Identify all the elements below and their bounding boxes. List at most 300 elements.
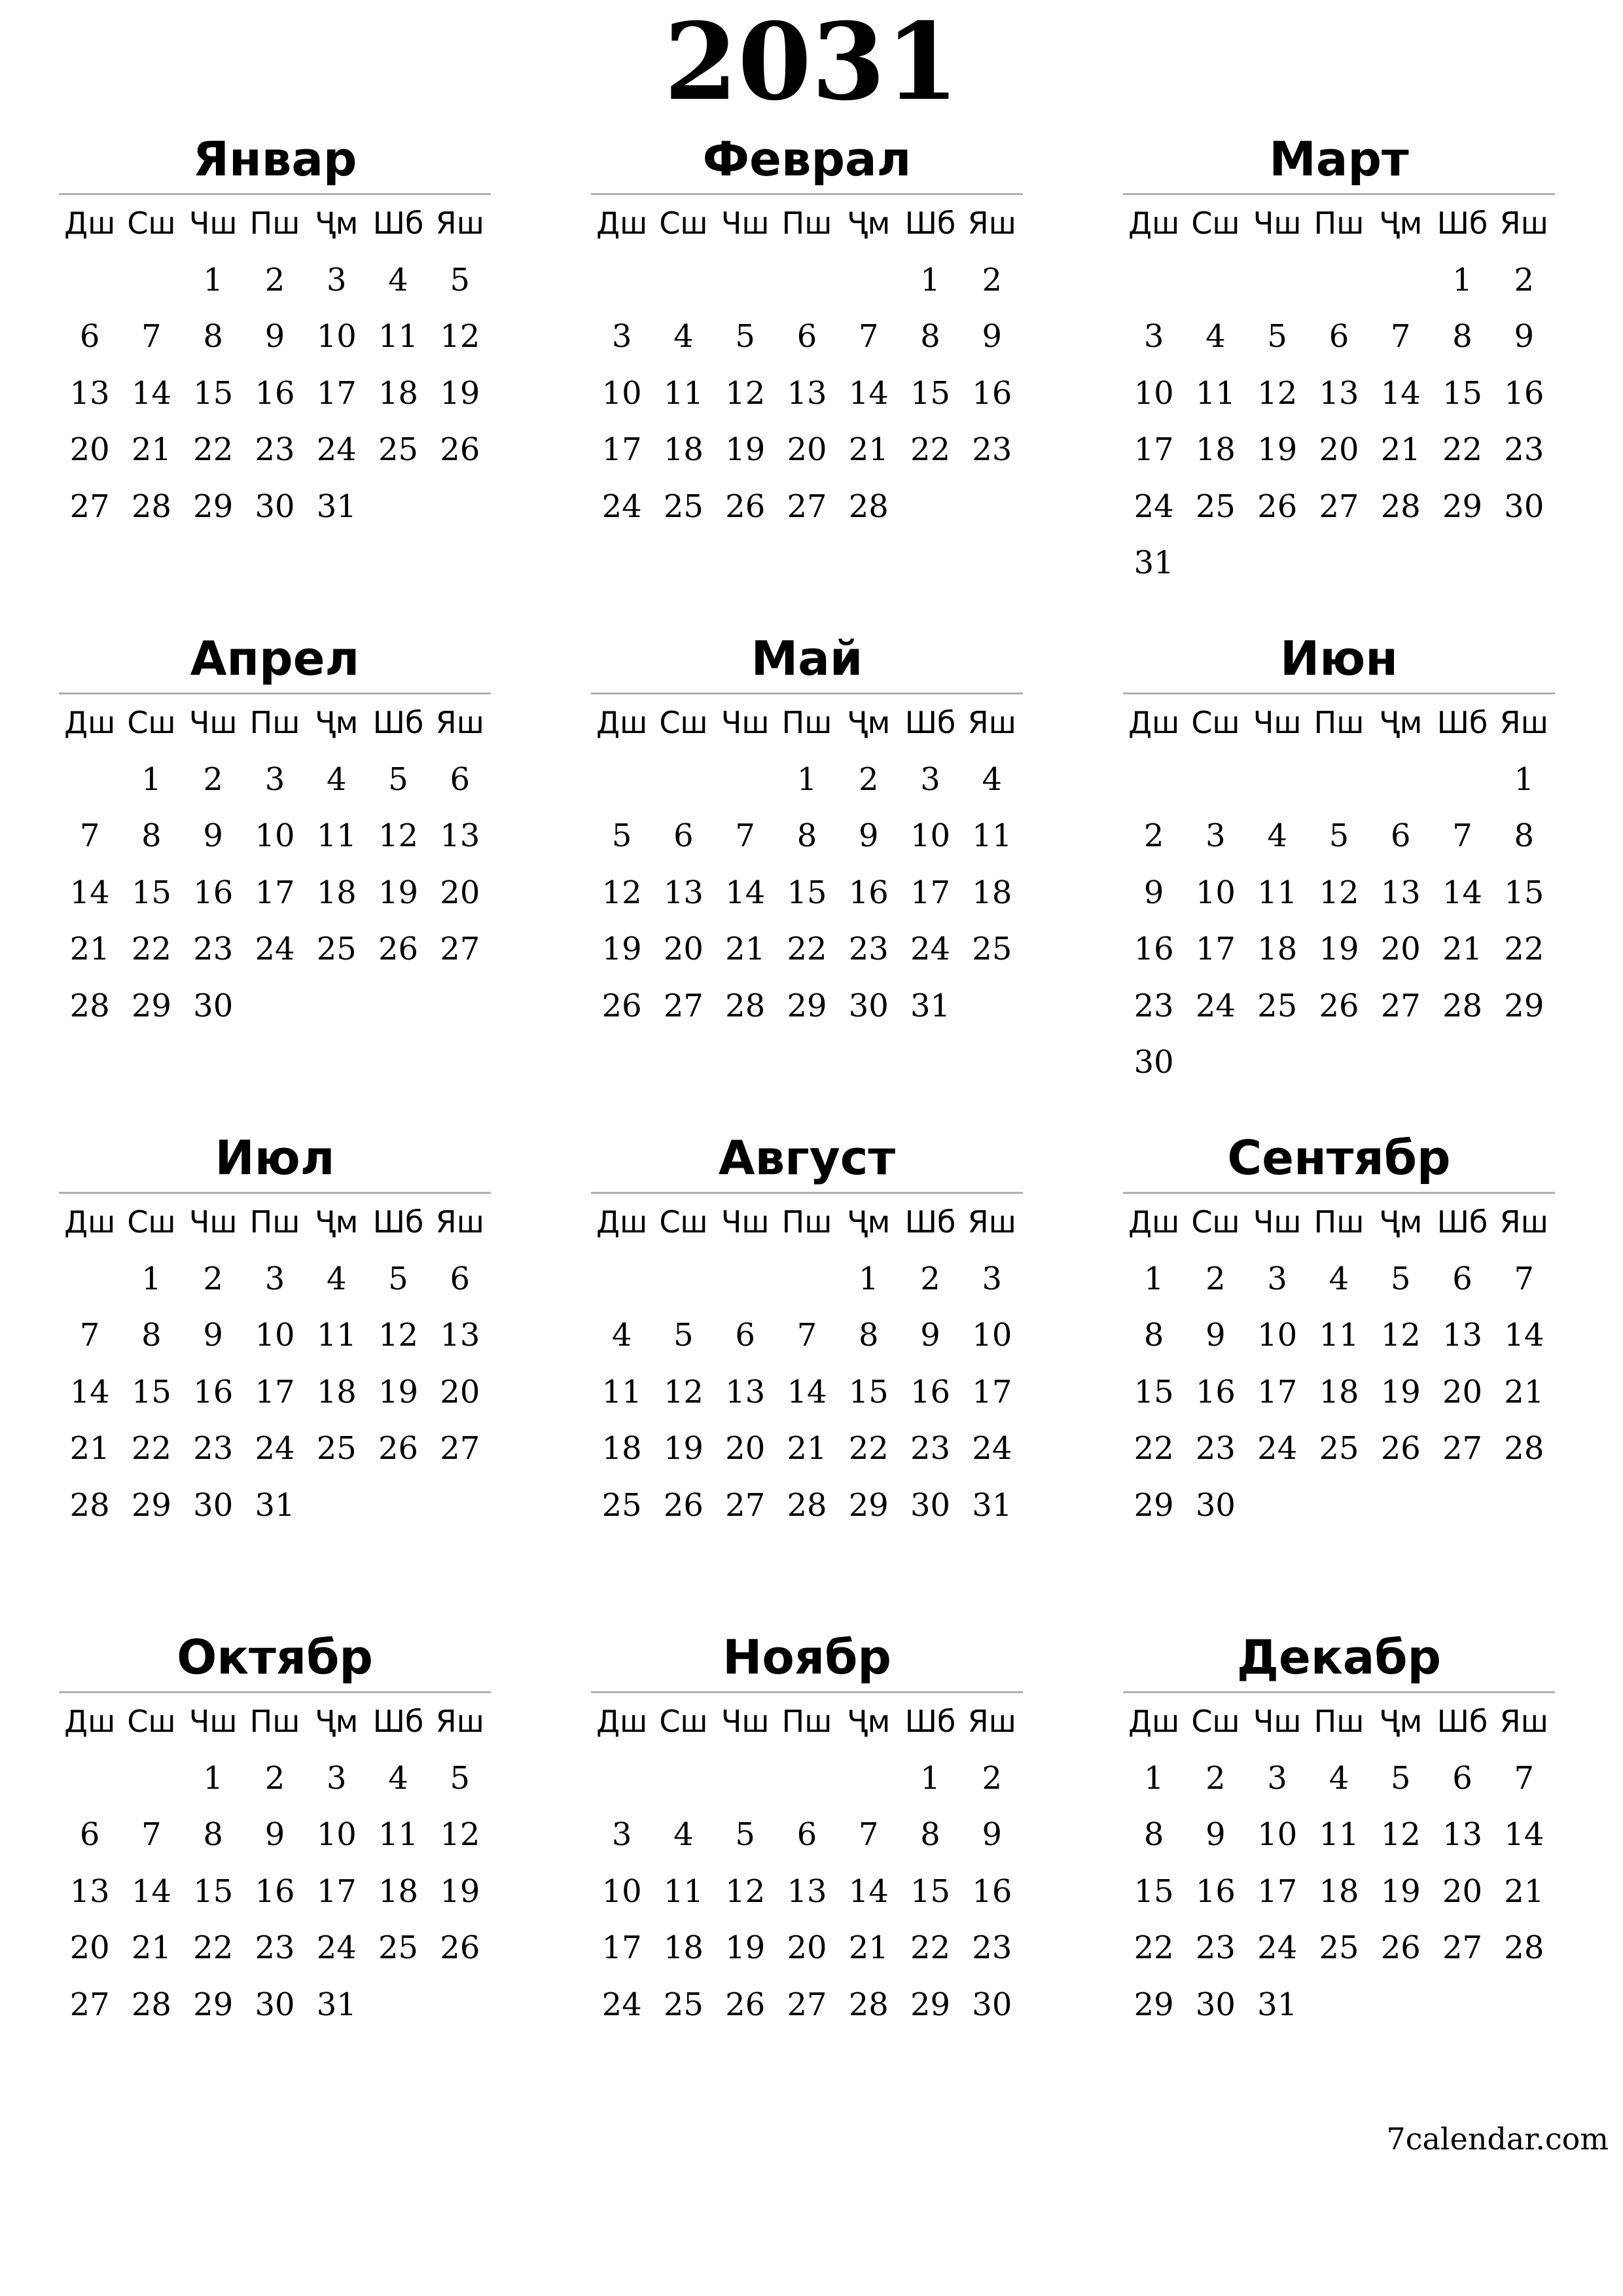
weekday-label: Шб [372,705,424,740]
day-cell: 11 [1195,374,1236,412]
day-cell: 16 [848,874,889,911]
month-name: Октябр [59,1621,491,1693]
day-cell: 13 [1380,874,1421,911]
day-cell [652,1750,714,1807]
day-cell: 6 [1452,1260,1472,1297]
day-cell: 24 [316,1929,357,1966]
day-cell: 27 [1442,1929,1483,1966]
day-cell: 2 [982,261,1003,298]
week-row [591,1477,1023,1534]
weekday-label: Сш [127,705,176,740]
day-cell: 11 [601,1373,642,1410]
month-name: Март [1123,123,1555,195]
day-cell: 30 [1195,1986,1236,2023]
day-cell: 16 [255,1873,295,1910]
day-cell: 30 [910,1486,951,1524]
day-cell: 14 [848,1873,889,1910]
month-block [591,1122,1023,1534]
weekday-label: Шб [372,206,424,241]
day-cell: 26 [601,987,642,1024]
day-cell: 23 [1195,1430,1236,1467]
day-cell: 29 [848,1486,889,1524]
month-block [1123,1122,1555,1534]
day-cell: 17 [1257,1373,1298,1410]
day-cell: 11 [972,817,1012,854]
day-cell: 23 [193,1430,234,1467]
weekday-label: Пш [249,705,300,740]
day-cell: 22 [1442,431,1483,468]
weekday-label: Яш [435,705,484,740]
day-cell: 24 [910,931,951,967]
day-cell: 23 [193,931,234,967]
day-cell: 29 [1133,1986,1174,2023]
day-cell [1370,1977,1431,2034]
day-cell: 27 [1442,1430,1483,1467]
day-cell: 31 [316,488,357,525]
day-cell: 23 [1504,431,1544,468]
day-cell [1308,1034,1370,1091]
day-cell: 2 [1143,817,1164,854]
day-cell [1123,751,1185,808]
weekday-header-row [591,1693,1023,1750]
day-cell: 18 [663,1929,704,1966]
weekday-label: Ҷм [847,705,891,740]
day-cell: 1 [203,1759,223,1797]
day-cell: 19 [1380,1373,1421,1410]
weekday-label: Сш [1191,1204,1240,1240]
weekday-label: Сш [659,206,708,241]
day-cell: 8 [141,1317,162,1354]
day-cell: 5 [1390,1260,1411,1297]
week-row [1123,1307,1555,1364]
day-cell: 17 [316,374,357,412]
day-cell [591,1251,652,1308]
month-name: Сентябр [1123,1122,1555,1194]
day-cell: 7 [1390,318,1411,355]
day-cell [306,978,367,1035]
day-cell [1185,1034,1246,1091]
day-cell [715,1251,776,1308]
day-cell: 20 [725,1430,766,1467]
day-cell [652,751,714,808]
day-cell: 20 [440,874,480,911]
weekday-label: Шб [372,1204,424,1240]
day-cell: 22 [787,931,827,967]
day-cell: 4 [1267,817,1287,854]
day-cell [59,1750,120,1807]
weekday-label: Чш [188,1704,238,1739]
day-cell: 25 [1257,987,1298,1024]
day-cell: 30 [255,488,295,525]
day-cell: 28 [787,1486,827,1524]
week-row [59,1251,491,1308]
day-cell: 10 [601,374,642,412]
day-cell: 17 [255,1373,295,1410]
weekday-label: Шб [1436,1704,1488,1739]
month-block [1123,1621,1555,2033]
day-cell: 2 [203,1260,223,1297]
day-cell: 27 [663,987,704,1024]
day-cell [1493,1977,1555,2034]
day-cell: 7 [1452,817,1472,854]
day-cell [715,1750,776,1807]
day-cell: 23 [1133,987,1174,1024]
day-cell: 18 [1195,431,1236,468]
day-cell: 29 [1504,987,1544,1024]
week-row [1123,308,1555,365]
day-cell [1308,1477,1370,1534]
day-cell [367,478,429,535]
months-grid [59,123,1558,2087]
day-cell: 28 [1504,1430,1544,1467]
day-cell: 9 [858,817,879,854]
weekday-label: Дш [596,1204,648,1240]
day-cell: 9 [982,1816,1003,1853]
weekday-label: Пш [1313,705,1364,740]
day-cell: 22 [1133,1430,1174,1467]
weekday-label: Сш [127,1204,176,1240]
day-cell: 31 [255,1486,295,1524]
day-cell: 11 [316,817,357,854]
day-cell: 3 [264,1260,285,1297]
day-cell [1185,751,1246,808]
day-cell: 5 [388,761,408,798]
day-cell: 25 [316,1430,357,1467]
day-cell [1431,1477,1493,1534]
weekday-label: Пш [1313,1704,1364,1739]
weekday-label: Ҷм [315,705,359,740]
day-cell: 25 [601,1486,642,1524]
day-cell: 25 [1319,1929,1359,1966]
day-cell: 18 [1257,931,1298,967]
day-cell: 4 [326,1260,347,1297]
day-cell: 10 [316,318,357,355]
day-cell: 7 [1514,1260,1535,1297]
weekday-label: Шб [1436,1204,1488,1240]
weekday-label: Дш [64,1704,116,1739]
day-cell: 2 [982,1759,1003,1797]
weekday-label: Сш [1191,1704,1240,1739]
day-cell: 24 [972,1430,1012,1467]
weekday-label: Пш [781,1704,832,1739]
week-row [59,978,491,1035]
day-cell: 26 [725,488,766,525]
day-cell: 19 [725,431,766,468]
day-cell: 7 [796,1317,817,1354]
day-cell: 5 [735,318,755,355]
week-row [59,808,491,865]
day-cell: 1 [141,1260,162,1297]
day-cell: 20 [440,1373,480,1410]
week-row [591,1307,1023,1364]
day-cell: 25 [1319,1430,1359,1467]
day-cell: 28 [1380,488,1421,525]
day-cell: 3 [326,1759,347,1797]
day-cell: 14 [1380,374,1421,412]
weekday-label: Пш [249,1704,300,1739]
day-cell: 4 [1205,318,1226,355]
day-cell: 15 [910,1873,951,1910]
day-cell: 1 [920,261,940,298]
day-cell: 4 [388,1759,408,1797]
day-cell: 5 [388,1260,408,1297]
day-cell: 21 [131,431,171,468]
day-cell: 18 [378,1873,419,1910]
month-name: Феврал [591,123,1023,195]
day-cell: 29 [787,987,827,1024]
month-name: Декабр [1123,1621,1555,1693]
week-row [591,252,1023,309]
weekday-label: Яш [967,705,1016,740]
month-block [591,622,1023,1034]
day-cell: 20 [787,431,827,468]
day-cell: 8 [920,1816,940,1853]
day-cell [367,1477,429,1534]
day-cell: 13 [1319,374,1359,412]
weekday-label: Дш [64,1204,116,1240]
weekday-header-row [591,1194,1023,1251]
week-row [1123,1477,1555,1534]
day-cell: 17 [910,874,951,911]
weekday-header-row [1123,1194,1555,1251]
day-cell: 5 [673,1317,694,1354]
day-cell: 19 [1319,931,1359,967]
day-cell: 16 [1504,374,1544,412]
day-cell: 28 [131,488,171,525]
weekday-label: Пш [1313,1204,1364,1240]
day-cell [1247,1034,1308,1091]
day-cell: 10 [255,1317,295,1354]
weekday-label: Ҷм [847,1204,891,1240]
month-name: Апрел [59,622,491,694]
day-cell: 19 [440,374,480,412]
day-cell: 22 [910,1929,951,1966]
day-cell: 21 [69,1430,110,1467]
weekday-label: Яш [435,1704,484,1739]
day-cell: 28 [1442,987,1483,1024]
day-cell: 15 [1442,374,1483,412]
day-cell: 11 [1319,1317,1359,1354]
day-cell: 5 [1390,1759,1411,1797]
day-cell: 21 [848,1929,889,1966]
day-cell [59,252,120,309]
weekday-label: Чш [1253,1704,1302,1739]
weekday-label: Пш [781,705,832,740]
day-cell: 20 [69,431,110,468]
day-cell: 17 [972,1373,1012,1410]
day-cell: 21 [1380,431,1421,468]
day-cell: 9 [1143,874,1164,911]
day-cell [120,1750,182,1807]
day-cell: 24 [1133,488,1174,525]
weekday-label: Пш [249,206,300,241]
day-cell: 31 [1133,545,1174,581]
week-row [591,1863,1023,1920]
day-cell: 29 [910,1986,951,2023]
week-row [1123,1420,1555,1477]
day-cell: 4 [673,1816,694,1853]
day-cell: 10 [1257,1317,1298,1354]
day-cell: 4 [611,1317,632,1354]
day-cell [591,1750,652,1807]
day-cell: 5 [1267,318,1287,355]
day-cell: 17 [1195,931,1236,967]
weekday-label: Чш [721,705,770,740]
day-cell: 22 [910,431,951,468]
week-row [59,252,491,309]
day-cell: 21 [131,1929,171,1966]
week-row [591,978,1023,1035]
day-cell: 9 [982,318,1003,355]
day-cell: 29 [131,987,171,1024]
day-cell: 26 [1319,987,1359,1024]
day-cell: 18 [972,874,1012,911]
day-cell: 25 [663,1986,704,2023]
day-cell: 14 [131,374,171,412]
month-name: Ноябр [591,1621,1023,1693]
day-cell: 15 [1133,1873,1174,1910]
day-cell: 28 [848,488,889,525]
day-cell: 11 [663,374,704,412]
day-cell: 14 [69,874,110,911]
week-row [59,1977,491,2034]
day-cell: 12 [601,874,642,911]
weekday-label: Чш [188,1204,238,1240]
day-cell: 20 [1442,1873,1483,1910]
day-cell: 13 [440,1317,480,1354]
day-cell [120,252,182,309]
week-row [591,1420,1023,1477]
day-cell [1493,1034,1555,1091]
day-cell: 12 [440,1816,480,1853]
day-cell: 17 [1257,1873,1298,1910]
day-cell: 18 [663,431,704,468]
weekday-label: Яш [1499,1204,1548,1240]
week-row [591,365,1023,422]
day-cell: 19 [601,931,642,967]
day-cell: 10 [972,1317,1012,1354]
day-cell: 7 [858,318,879,355]
day-cell: 25 [378,1929,419,1966]
day-cell: 26 [1380,1929,1421,1966]
month-block [59,123,491,535]
day-cell: 21 [1504,1873,1544,1910]
day-cell: 24 [1257,1430,1298,1467]
month-block [1123,123,1555,592]
day-cell: 30 [255,1986,295,2023]
day-cell: 24 [1257,1929,1298,1966]
day-cell: 25 [378,431,419,468]
week-row [1123,1750,1555,1807]
week-row [1123,1977,1555,2034]
day-cell: 14 [1504,1317,1544,1354]
weekday-label: Яш [967,1204,1016,1240]
day-cell: 2 [1205,1759,1226,1797]
day-cell: 15 [193,1873,234,1910]
week-row [1123,978,1555,1035]
week-row [59,308,491,365]
day-cell: 2 [264,1759,285,1797]
weekday-label: Шб [904,1704,956,1739]
week-row [59,478,491,535]
weekday-label: Шб [1436,705,1488,740]
day-cell [899,478,961,535]
weekday-label: Шб [904,1204,956,1240]
day-cell: 24 [255,1430,295,1467]
day-cell: 26 [378,931,419,967]
weekday-label: Сш [659,1204,708,1240]
day-cell: 27 [787,1986,827,2023]
day-cell: 23 [972,431,1012,468]
week-row [1123,1863,1555,1920]
day-cell: 9 [264,318,285,355]
day-cell: 11 [1319,1816,1359,1853]
day-cell [306,1477,367,1534]
day-cell: 9 [203,817,223,854]
day-cell: 10 [316,1816,357,1853]
day-cell: 15 [131,1373,171,1410]
day-cell: 15 [193,374,234,412]
day-cell: 3 [920,761,940,798]
day-cell [1123,252,1185,309]
week-row [1123,535,1555,592]
week-row [59,751,491,808]
weekday-label: Чш [188,705,238,740]
weekday-label: Сш [127,1704,176,1739]
day-cell: 17 [316,1873,357,1910]
day-cell: 4 [1329,1260,1349,1297]
day-cell: 22 [193,1929,234,1966]
day-cell: 20 [1442,1373,1483,1410]
day-cell: 24 [601,1986,642,2023]
week-row [591,1920,1023,1977]
day-cell: 26 [725,1986,766,2023]
day-cell: 8 [141,817,162,854]
week-row [591,422,1023,478]
day-cell: 23 [848,931,889,967]
day-cell: 11 [378,318,419,355]
day-cell: 22 [1133,1929,1174,1966]
day-cell: 21 [848,431,889,468]
day-cell: 5 [1329,817,1349,854]
day-cell: 10 [910,817,951,854]
day-cell: 9 [920,1317,940,1354]
day-cell: 30 [1133,1044,1174,1081]
week-row [1123,252,1555,309]
week-row [1123,365,1555,422]
month-block [59,622,491,1034]
day-cell: 21 [1504,1373,1544,1410]
weekday-label: Ҷм [315,206,359,241]
weekday-label: Пш [249,1204,300,1240]
week-row [59,1307,491,1364]
day-cell: 8 [1452,318,1472,355]
day-cell: 2 [1514,261,1535,298]
weekday-label: Шб [904,206,956,241]
day-cell: 16 [1133,931,1174,967]
weekday-label: Дш [1128,1204,1180,1240]
day-cell: 19 [1380,1873,1421,1910]
day-cell [1308,252,1370,309]
weekday-label: Сш [1191,206,1240,241]
day-cell [1308,1977,1370,2034]
day-cell: 23 [972,1929,1012,1966]
day-cell: 14 [131,1873,171,1910]
weekday-label: Чш [1253,1204,1302,1240]
day-cell: 21 [787,1430,827,1467]
weekday-label: Ҷм [315,1704,359,1739]
weekday-label: Дш [1128,705,1180,740]
